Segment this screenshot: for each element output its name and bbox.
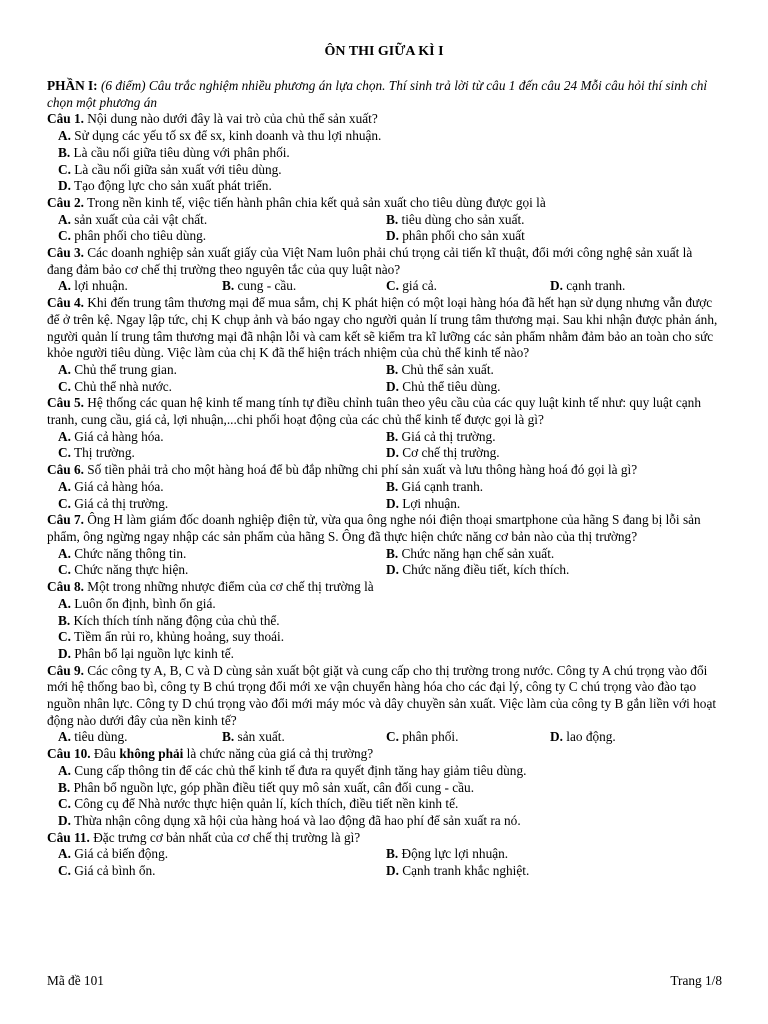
option-b: B. Kích thích tính năng động của chủ thể. bbox=[58, 612, 280, 628]
question-number: Câu 2. bbox=[47, 194, 84, 210]
option-d: D. Phân bổ lại nguồn lực kinh tế. bbox=[58, 645, 234, 661]
question-2 bbox=[47, 195, 721, 212]
page-number: Trang 1/8 bbox=[670, 973, 722, 988]
option-a: A. Giá cả biến động. bbox=[58, 846, 169, 862]
option-b: B. tiêu dùng cho sản xuất. bbox=[386, 211, 525, 227]
question-text-emphasis: không phải bbox=[119, 746, 184, 762]
option-a: A. tiêu dùng. bbox=[58, 729, 128, 745]
options-row bbox=[47, 445, 721, 462]
option-b: B. Chức năng hạn chế sản xuất. bbox=[386, 545, 555, 561]
option-a: A. lợi nhuận. bbox=[58, 278, 128, 294]
question-1 bbox=[47, 111, 721, 128]
part-label: PHẦN I: bbox=[47, 78, 98, 93]
option-c: C. Công cụ để Nhà nước thực hiện quản lí, kích thích, điều tiết nền kinh tế. bbox=[58, 796, 459, 812]
question-number: Câu 3. bbox=[47, 245, 84, 261]
part-header bbox=[47, 78, 721, 111]
question-text: Các doanh nghiệp sản xuất giấy của Việt Nam luôn phải chú trọng cải tiến kĩ thuật, đổi mới công nghệ sản xuất là đang đảm bảo cơ chế thị trường theo nguyên tắc của quy luật nào? bbox=[47, 245, 693, 277]
question-text: Một trong những nhược điểm của cơ chế thị trường là bbox=[87, 579, 374, 595]
option-b: B. Giá cạnh tranh. bbox=[386, 478, 484, 494]
option-c: C. Chủ thể nhà nước. bbox=[58, 378, 172, 394]
question-text: Hệ thống các quan hệ kinh tế mang tính tự điều chỉnh tuân theo yêu cầu của các quy luật kinh tế như: quy luật cạnh tranh, cung cầu, giá cả, lợi nhuận,...chi phối hoạt động của các chủ thể kinh tế được gọi là gì? bbox=[47, 395, 701, 428]
exam-content bbox=[47, 78, 721, 880]
option-c: C. Tiềm ẩn rủi ro, khủng hoảng, suy thoái. bbox=[58, 629, 285, 645]
option-d: D. cạnh tranh. bbox=[550, 278, 626, 294]
option-d: D. Tạo động lực cho sản xuất phát triển. bbox=[58, 178, 272, 194]
part-description: (6 điểm) Câu trắc nghiệm nhiều phương án lựa chọn. Thí sinh trả lời từ câu 1 đến câu 24 Mỗi câu hỏi thí sinh chỉ chọn một phương án bbox=[47, 78, 708, 110]
option-b: B. Phân bổ nguồn lực, góp phần điều tiết quy mô sản xuất, cân đối cung - cầu. bbox=[58, 779, 475, 795]
question-text-pre: Đâu bbox=[93, 746, 120, 762]
option-a: A. sản xuất của cải vật chất. bbox=[58, 211, 208, 227]
options-row bbox=[47, 379, 721, 396]
option-d: D. Thừa nhận công dụng xã hội của hàng hoá và lao động đã hao phí để sản xuất ra nó. bbox=[58, 812, 521, 828]
option-c: C. Là cầu nối giữa sản xuất với tiêu dùng. bbox=[58, 161, 282, 177]
options-row bbox=[47, 496, 721, 513]
question-number: Câu 6. bbox=[47, 462, 84, 478]
question-number: Câu 10. bbox=[47, 746, 91, 762]
option-b: B. Là cầu nối giữa tiêu dùng với phân phối. bbox=[58, 144, 290, 160]
question-number: Câu 5. bbox=[47, 395, 84, 411]
question-3 bbox=[47, 245, 721, 278]
options-row bbox=[47, 479, 721, 496]
question-text-post: là chức năng của giá cả thị trường? bbox=[183, 746, 374, 762]
option-a: A. Chức năng thông tin. bbox=[58, 545, 187, 561]
option-b: B. Giá cả thị trường. bbox=[386, 428, 496, 444]
question-9 bbox=[47, 663, 721, 730]
question-number: Câu 9. bbox=[47, 662, 84, 678]
option-d: D. Cơ chế thị trường. bbox=[386, 445, 500, 461]
question-4 bbox=[47, 295, 721, 362]
question-number: Câu 11. bbox=[47, 829, 90, 845]
option-a: A. Luôn ổn định, bình ổn giá. bbox=[58, 595, 216, 611]
option-a: A. Giá cả hàng hóa. bbox=[58, 428, 164, 444]
option-b: B. Chủ thể sản xuất. bbox=[386, 361, 494, 377]
question-text: Đặc trưng cơ bản nhất của cơ chế thị trường là gì? bbox=[93, 829, 361, 845]
option-b: B. Động lực lợi nhuận. bbox=[386, 846, 509, 862]
option-d: D. phân phối cho sản xuất bbox=[386, 228, 525, 244]
question-text: Nội dung nào dưới đây là vai trò của chủ thể sản xuất? bbox=[87, 111, 378, 127]
question-text: Trong nền kinh tế, việc tiến hành phân chia kết quả sản xuất cho tiêu dùng được gọi là bbox=[87, 194, 546, 210]
option-c: C. phân phối. bbox=[386, 729, 459, 745]
option-c: C. phân phối cho tiêu dùng. bbox=[58, 228, 207, 244]
question-11 bbox=[47, 830, 721, 847]
question-8 bbox=[47, 579, 721, 596]
exam-code: Mã đề 101 bbox=[47, 973, 104, 988]
option-d: D. Chức năng điều tiết, kích thích. bbox=[386, 562, 570, 578]
question-text: Ông H làm giám đốc doanh nghiệp điện tử, vừa qua ông nghe nói điện thoại smartphone của hãng S đang bị lỗi sản phẩm, ông ngừng ngay nhập các sản phẩm của hãng S. Ông đã thực hiện chức năng cơ bản nào của thị trường? bbox=[47, 512, 701, 544]
option-d: D. Cạnh tranh khắc nghiệt. bbox=[386, 863, 530, 879]
options-row bbox=[47, 362, 721, 379]
question-10 bbox=[47, 746, 721, 763]
question-text: Số tiền phải trả cho một hàng hoá để bù đắp những chi phí sản xuất và lưu thông hàng hoá đó gọi là gì? bbox=[87, 462, 638, 478]
option-a: A. Giá cả hàng hóa. bbox=[58, 478, 164, 494]
options-row bbox=[47, 278, 721, 295]
options-row bbox=[47, 228, 721, 245]
option-b: B. cung - cầu. bbox=[222, 278, 297, 294]
question-text: Khi đến trung tâm thương mại để mua sắm, chị K phát hiện có một loại hàng hóa đã hết hạn sử dụng nhưng vẫn được để ở trên kệ. Ngay lập tức, chị K chụp ảnh và báo ngay cho người quản lí trung tâm thương mại. Sau khi nhận được phản ánh, người quản lí trung tâm thương mại đã nhận lỗi và cam kết sẽ kiểm tra kĩ lưỡng các sản phẩm nhằm đảm bảo an toàn cho sức khỏe người tiêu dùng. Việc làm của chị K đã thể hiện trách nhiệm của chủ thể kinh tế nào? bbox=[47, 295, 718, 361]
option-c: C. giá cả. bbox=[386, 278, 437, 294]
options-row bbox=[47, 863, 721, 880]
question-number: Câu 7. bbox=[47, 512, 84, 528]
option-c: C. Thị trường. bbox=[58, 445, 135, 461]
question-number: Câu 4. bbox=[47, 295, 84, 311]
option-d: D. lao động. bbox=[550, 729, 616, 745]
option-b: B. sản xuất. bbox=[222, 729, 285, 745]
question-number: Câu 1. bbox=[47, 111, 84, 127]
option-d: D. Chủ thể tiêu dùng. bbox=[386, 378, 501, 394]
option-c: C. Chức năng thực hiện. bbox=[58, 562, 189, 578]
question-5 bbox=[47, 395, 721, 428]
options-row bbox=[47, 212, 721, 229]
option-a: A. Sử dụng các yếu tố sx để sx, kinh doanh và thu lợi nhuận. bbox=[58, 128, 382, 144]
options-row bbox=[47, 562, 721, 579]
question-6 bbox=[47, 462, 721, 479]
question-text: Các công ty A, B, C và D cùng sản xuất bột giặt và cung cấp cho thị trường trong nước. Công ty A chú trọng vào đổi mới hệ thống bao bì, công ty B chú trọng đổi mới xe vận chuyển hàng hóa cho các đại lý, công ty C chú trọng vào đào tạo nguồn nhân lực. Công ty D chú trọng vào đổi mới máy móc và dây chuyền sản xuất. Việc làm của công ty B gắn liền với hoạt động nào dưới đây của nền kinh tế? bbox=[47, 662, 717, 728]
option-c: C. Giá cả bình ổn. bbox=[58, 863, 156, 879]
option-a: A. Cung cấp thông tin để các chủ thể kinh tế đưa ra quyết định tăng hay giảm tiêu dùng. bbox=[58, 762, 527, 778]
options-row bbox=[47, 546, 721, 563]
options-row bbox=[47, 729, 721, 746]
page-title: ÔN THI GIỮA KÌ I bbox=[324, 44, 444, 59]
option-c: C. Giá cả thị trường. bbox=[58, 495, 169, 511]
options-row bbox=[47, 429, 721, 446]
question-number: Câu 8. bbox=[47, 579, 84, 595]
option-a: A. Chủ thể trung gian. bbox=[58, 361, 177, 377]
question-7 bbox=[47, 512, 721, 545]
options-row bbox=[47, 846, 721, 863]
option-d: D. Lợi nhuận. bbox=[386, 495, 461, 511]
